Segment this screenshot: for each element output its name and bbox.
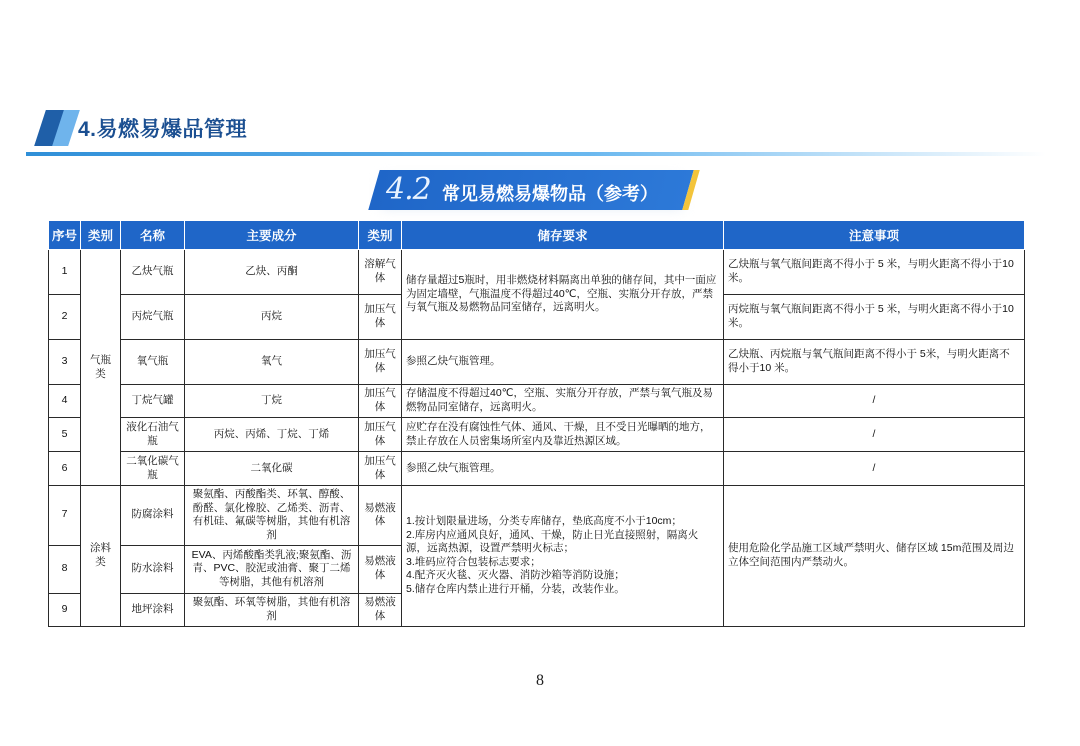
row-component: 丁烷 — [185, 385, 359, 418]
row-type: 溶解气体 — [359, 250, 402, 295]
page-number: 8 — [536, 672, 544, 689]
row-component: 二氧化碳 — [185, 452, 359, 486]
section-divider — [26, 152, 1046, 156]
row-name: 防水涂料 — [121, 545, 185, 593]
row-storage: 参照乙炔气瓶管理。 — [402, 452, 724, 486]
row-note: 丙烷瓶与氧气瓶间距离不得小于 5 米，与明火距离不得小于10 米。 — [724, 295, 1025, 340]
category-cell: 涂料类 — [81, 486, 121, 627]
row-component: 聚氨酯、丙酸酯类、环氧、醇酸、酚醛、氯化橡胶、乙烯类、沥青、有机硅、氟碳等树脂，其他有机溶剂 — [185, 486, 359, 546]
row-name: 丁烷气罐 — [121, 385, 185, 418]
row-type: 加压气体 — [359, 418, 402, 452]
table-row — [49, 385, 1025, 418]
row-no: 1 — [49, 250, 81, 295]
header-no: 序号 — [49, 221, 81, 250]
row-note: 乙炔瓶与氧气瓶间距离不得小于 5 米，与明火距离不得小于10 米。 — [724, 250, 1025, 295]
row-no: 7 — [49, 486, 81, 546]
row-component: 氧气 — [185, 340, 359, 385]
row-no: 2 — [49, 295, 81, 340]
row-component: 聚氨酯、环氧等树脂，其他有机溶剂 — [185, 593, 359, 626]
row-component: 丙烷、丙烯、丁烷、丁烯 — [185, 418, 359, 452]
row-type: 加压气体 — [359, 340, 402, 385]
row-no: 8 — [49, 545, 81, 593]
row-no: 9 — [49, 593, 81, 626]
table-row — [49, 452, 1025, 486]
row-component: 乙炔、丙酮 — [185, 250, 359, 295]
row-name: 液化石油气瓶 — [121, 418, 185, 452]
table-row — [49, 340, 1025, 385]
row-no: 5 — [49, 418, 81, 452]
row-type: 加压气体 — [359, 295, 402, 340]
row-name: 地坪涂料 — [121, 593, 185, 626]
row-no: 3 — [49, 340, 81, 385]
row-component: 丙烷 — [185, 295, 359, 340]
table-header-row — [49, 221, 1025, 250]
banner-number: 4.2 — [386, 172, 431, 207]
header-name: 名称 — [121, 221, 185, 250]
row-no: 6 — [49, 452, 81, 486]
row-note: / — [724, 385, 1025, 418]
banner-title: 常见易燃易爆物品（参考） — [442, 184, 658, 204]
storage-requirement-shared: 1.按计划限量进场，分类专库储存，垫底高度不小于10cm； 2.库房内应通风良好，通风、干燥，防止日光直接照射，隔离火源，远离热源，设置严禁明火标志； 3.堆码应符合包装标志要求； 4.配齐灭火毯、灭火器、消防沙箱等消防设施； 5.储存仓库内禁止进行开桶，分装，改装作业。 — [402, 486, 724, 627]
header-category: 类别 — [81, 221, 121, 250]
row-type: 加压气体 — [359, 452, 402, 486]
row-name: 防腐涂料 — [121, 486, 185, 546]
row-name: 二氧化碳气瓶 — [121, 452, 185, 486]
row-note: 乙炔瓶、丙烷瓶与氧气瓶间距离不得小于 5米，与明火距离不得小于10 米。 — [724, 340, 1025, 385]
header-storage: 储存要求 — [402, 221, 724, 250]
category-cell: 气瓶类 — [81, 250, 121, 486]
row-storage: 存储温度不得超过40℃，空瓶、实瓶分开存放，严禁与氧气瓶及易燃物品同室储存，远离明火。 — [402, 385, 724, 418]
row-note: / — [724, 418, 1025, 452]
row-type: 加压气体 — [359, 385, 402, 418]
table-row — [49, 418, 1025, 452]
row-name: 丙烷气瓶 — [121, 295, 185, 340]
row-type: 易燃液体 — [359, 593, 402, 626]
row-note: / — [724, 452, 1025, 486]
row-storage: 应贮存在没有腐蚀性气体、通风、干燥，且不受日光曝晒的地方，禁止存放在人员密集场所室内及靠近热源区域。 — [402, 418, 724, 452]
row-name: 氧气瓶 — [121, 340, 185, 385]
row-no: 4 — [49, 385, 81, 418]
table-row — [49, 250, 1025, 295]
hazard-table — [48, 220, 1025, 627]
note-shared: 使用危险化学品施工区域严禁明火、储存区域 15m范围及周边立体空间范围内严禁动火。 — [724, 486, 1025, 627]
row-component: EVA、丙烯酸酯类乳液;聚氨酯、沥青、PVC、胶泥或油膏、聚丁二烯等树脂，其他有机溶剂 — [185, 545, 359, 593]
row-storage: 参照乙炔气瓶管理。 — [402, 340, 724, 385]
row-type: 易燃液体 — [359, 486, 402, 546]
storage-requirement-shared: 储存量超过5瓶时，用非燃烧材料隔离出单独的储存间，其中一面应为固定墙壁，气瓶温度不得超过40℃，空瓶、实瓶分开存放，严禁与氧气瓶及易燃物品同室储存，远离明火。 — [402, 250, 724, 340]
row-type: 易燃液体 — [359, 545, 402, 593]
header-notes: 注意事项 — [724, 221, 1025, 250]
header-component: 主要成分 — [185, 221, 359, 250]
row-name: 乙炔气瓶 — [121, 250, 185, 295]
table-row — [49, 486, 1025, 546]
header-type: 类别 — [359, 221, 402, 250]
section-title: 4.易燃易爆品管理 — [78, 118, 248, 141]
